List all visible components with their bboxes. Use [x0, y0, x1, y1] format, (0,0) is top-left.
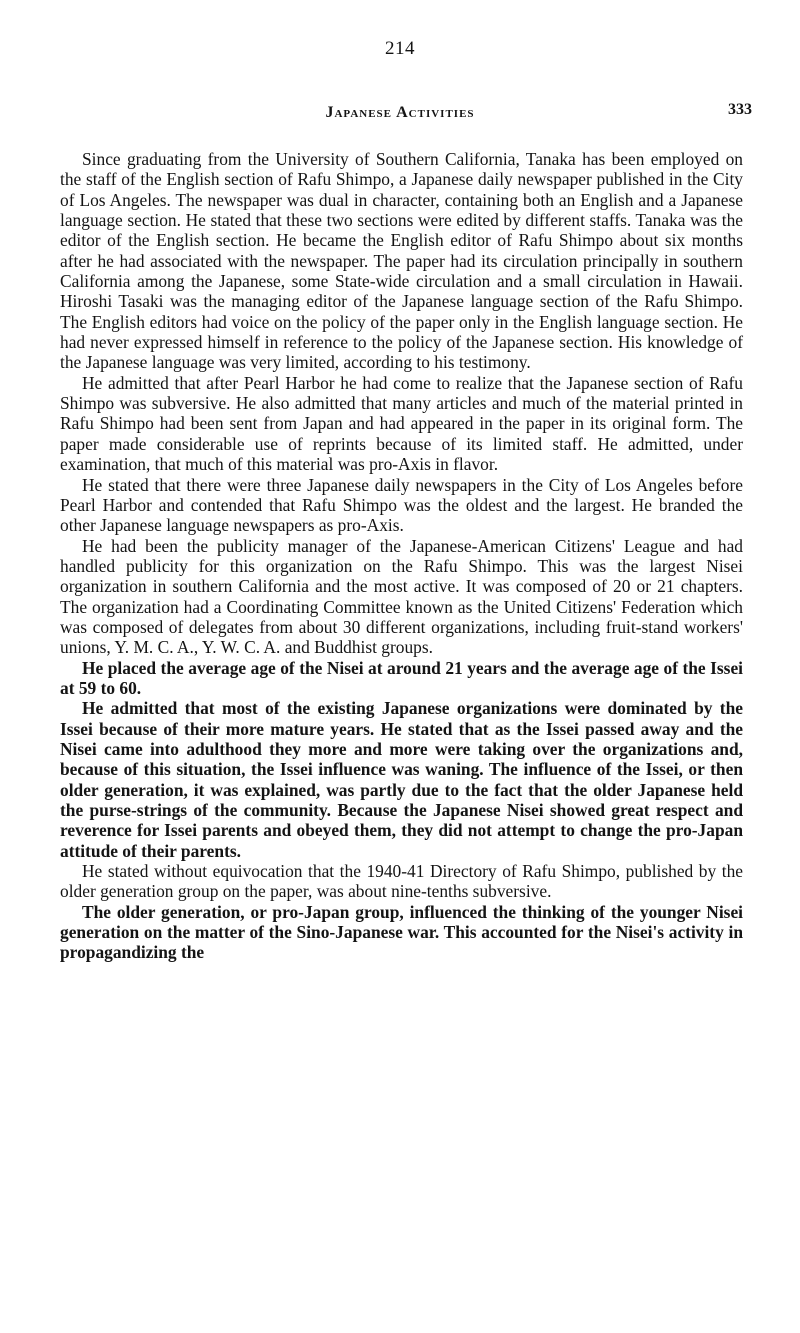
running-head: Japanese Activities [325, 104, 475, 121]
paragraph-3: He stated that there were three Japanese daily newspapers in the City of Los Angeles before Pearl Harbor and contended that Rafu Shimpo was the oldest and the largest. He branded the other Japanese language newspapers as pro-Axis. [60, 474, 743, 536]
folio-number: 333 [728, 101, 752, 118]
paragraph-5: He placed the average age of the Nisei at around 21 years and the average age of the Issei at 59 to 60. [60, 657, 743, 698]
paragraph-6: He admitted that most of the existing Japanese organizations were dominated by the Issei because of their more mature years. He stated that as the Issei passed away and the Nisei came into adulthood they more and more were taking over the organizations and, because of this situation, the Issei influence was waning. The influence of the Issei, or then older generation, it was explained, was partly due to the fact that the older Japanese held the purse-strings of the community. Because the Japanese Nisei showed great respect and reverence for Issei parents and obeyed them, they did not attempt to change the pro-Japan attitude of their parents. [60, 698, 743, 861]
body-text [60, 149, 743, 963]
paragraph-7: He stated without equivocation that the 1940-41 Directory of Rafu Shimpo, published by the older generation group on the paper, was about nine-tenths subversive. [60, 861, 743, 902]
page-number: 214 [385, 38, 415, 59]
paragraph-4: He had been the publicity manager of the Japanese-American Citizens' League and had handled publicity for this organization on the Rafu Shimpo. This was the largest Nisei organization in southern California and the most active. It was composed of 20 or 21 chapters. The organization had a Coordinating Committee known as the United Citizens' Federation which was composed of delegates from about 30 different organizations, including fruit-stand workers' unions, Y. M. C. A., Y. W. C. A. and Buddhist groups. [60, 535, 743, 658]
paragraph-1: Since graduating from the University of Southern California, Tanaka has been employed on the staff of the English section of Rafu Shimpo, a Japanese daily newspaper published in the City of Los Angeles. The newspaper was dual in character, containing both an English and a Japanese language section. He stated that these two sections were edited by different staffs. Tanaka was the editor of the English section. He became the English editor of Rafu Shimpo about six months after he had associated with the newspaper. The paper had its circulation principally in southern California among the Japanese, some State-wide circulation and a small circulation in Hawaii. Hiroshi Tasaki was the managing editor of the Japanese language section of the Rafu Shimpo. The English editors had voice on the policy of the paper only in the English language section. He had never expressed himself in reference to the policy of the Japanese section. His knowledge of the Japanese language was very limited, according to his testimony. [60, 149, 743, 373]
paragraph-8: The older generation, or pro-Japan group, influenced the thinking of the younger Nisei generation on the matter of the Sino-Japanese war. This accounted for the Nisei's activity in propagandizing the [60, 901, 743, 963]
paragraph-2: He admitted that after Pearl Harbor he had come to realize that the Japanese section of Rafu Shimpo was subversive. He also admitted that many articles and much of the material printed in Rafu Shimpo had been sent from Japan and had appeared in the paper in its original form. The paper made considerable use of reprints because of its limited staff. He admitted, under examination, that much of this material was pro-Axis in flavor. [60, 372, 743, 475]
